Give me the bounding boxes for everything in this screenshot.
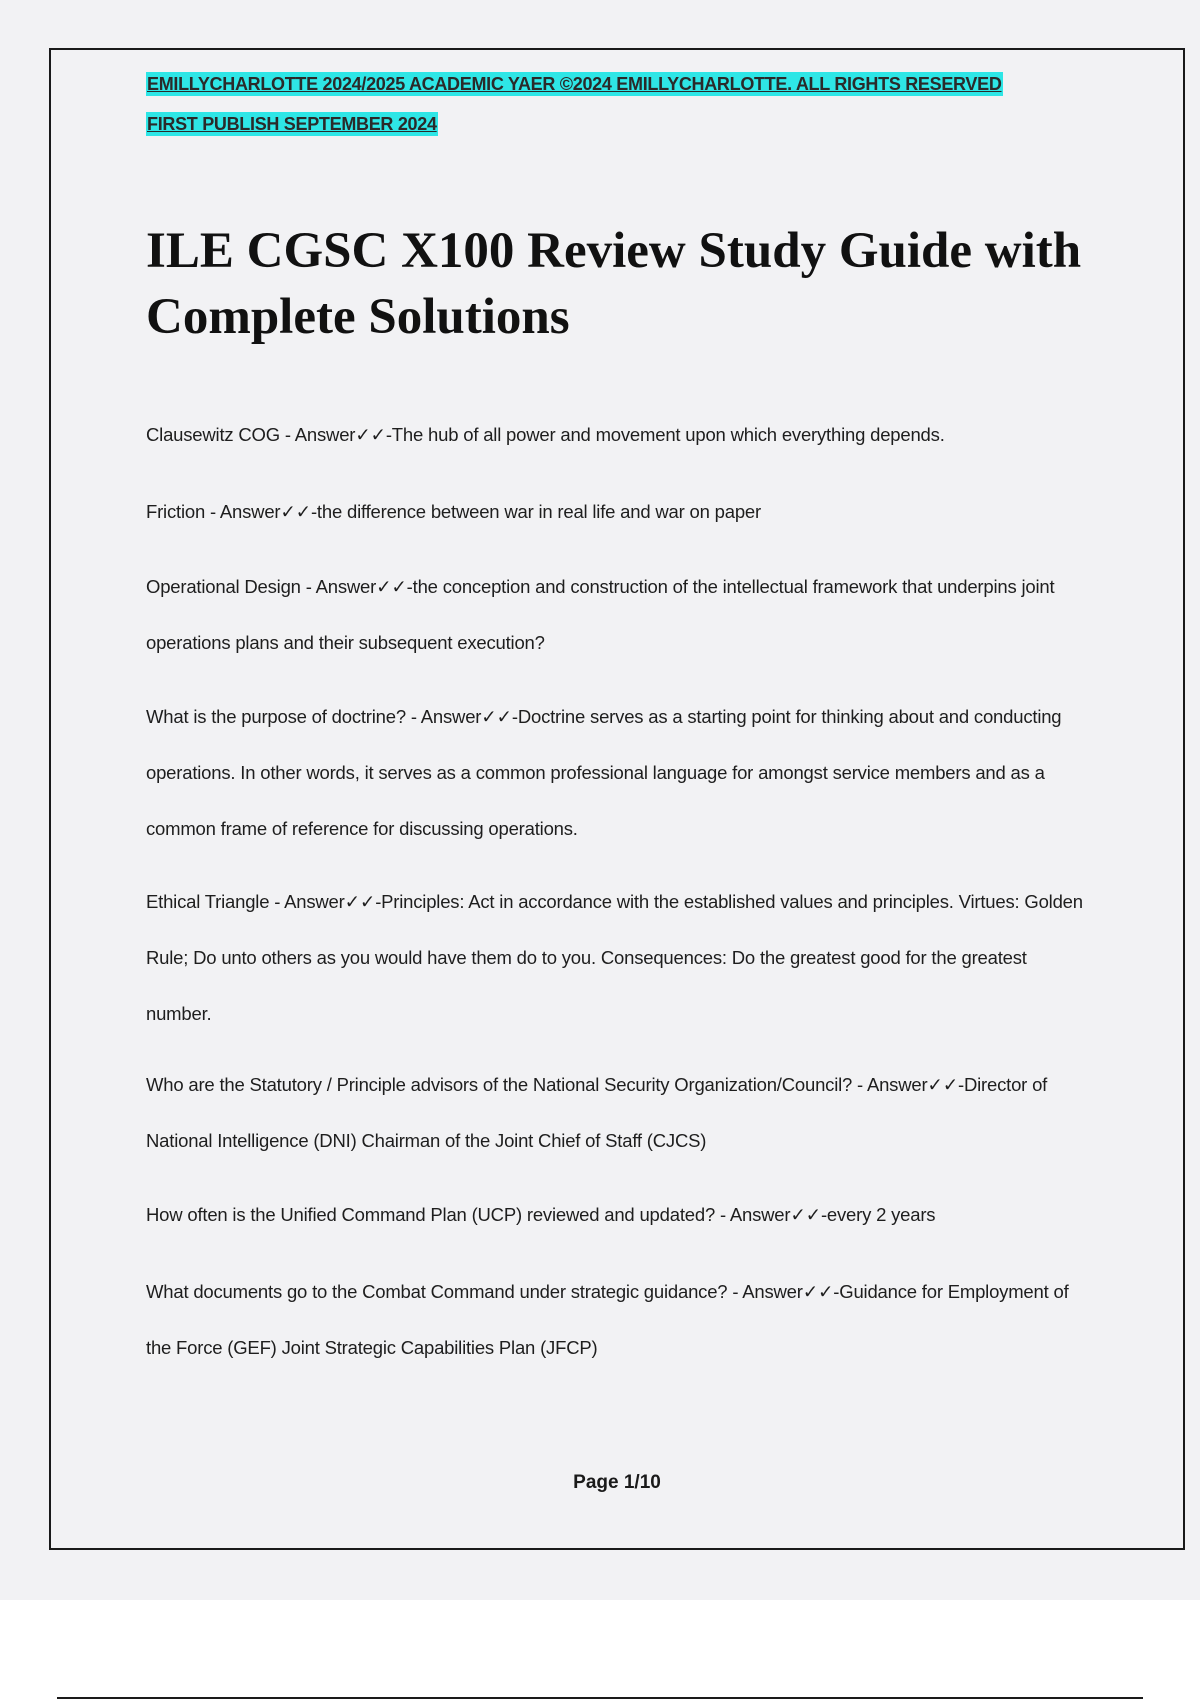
qa-answer: Answer✓✓-the difference between war in real life and war on paper (219, 501, 761, 522)
copyright-line: EMILLYCHARLOTTE 2024/2025 ACADEMIC YAER ©2024 EMILLYCHARLOTTE. ALL RIGHTS RESERVED (147, 74, 1002, 94)
next-page-top-edge (57, 1697, 1143, 1699)
qa-answer: Answer✓✓-the conception and construction of the intellectual framework that underpins joint operations plans and their subsequent execution? (146, 576, 1055, 653)
qa-question: What is the purpose of doctrine? - (146, 706, 421, 727)
qa-question: How often is the Unified Command Plan (UCP) reviewed and updated? - (146, 1204, 730, 1225)
qa-entry (146, 1264, 1096, 1376)
publish-date-line: FIRST PUBLISH SEPTEMBER 2024 (147, 114, 437, 134)
qa-question: Who are the Statutory / Principle advisors of the National Security Organization/Council? - (146, 1074, 867, 1095)
qa-entry (146, 559, 1096, 671)
qa-entry (146, 1057, 1096, 1169)
qa-answer: Answer✓✓-Principles: Act in accordance with the established values and principles. Virtues: Golden Rule; Do unto others as you would have them do to you. Consequences: Do the greatest good for the greatest number. (146, 891, 1083, 1024)
qa-answer: Answer✓✓-Doctrine serves as a starting point for thinking about and conducting operations. In other words, it serves as a common professional language for amongst service members and as a common frame of reference for discussing operations. (146, 706, 1062, 839)
qa-entry (146, 407, 1096, 463)
qa-question: Operational Design - (146, 576, 316, 597)
qa-question: Clausewitz COG - (146, 424, 295, 445)
qa-question: Friction - (146, 501, 220, 522)
page-number: Page 1/10 (573, 1472, 661, 1493)
qa-answer: Answer✓✓-Guidance for Employment of the Force (GEF) Joint Strategic Capabilities Plan (JFCP) (146, 1281, 1069, 1358)
qa-entry (146, 689, 1096, 857)
qa-entry (146, 874, 1096, 1042)
qa-answer: Answer✓✓-every 2 years (729, 1204, 936, 1225)
qa-entry (146, 484, 1096, 540)
document-title: ILE CGSC X100 Review Study Guide with Complete Solutions (146, 223, 1082, 345)
qa-question: Ethical Triangle - (146, 891, 285, 912)
qa-entry (146, 1187, 1096, 1243)
copyright-header (146, 72, 1126, 136)
qa-question: What documents go to the Combat Command under strategic guidance? - (146, 1281, 743, 1302)
qa-answer: Answer✓✓-The hub of all power and movement upon which everything depends. (294, 424, 945, 445)
qa-answer: Answer✓✓-Director of National Intelligence (DNI) Chairman of the Joint Chief of Staff (CJCS) (146, 1074, 1048, 1151)
